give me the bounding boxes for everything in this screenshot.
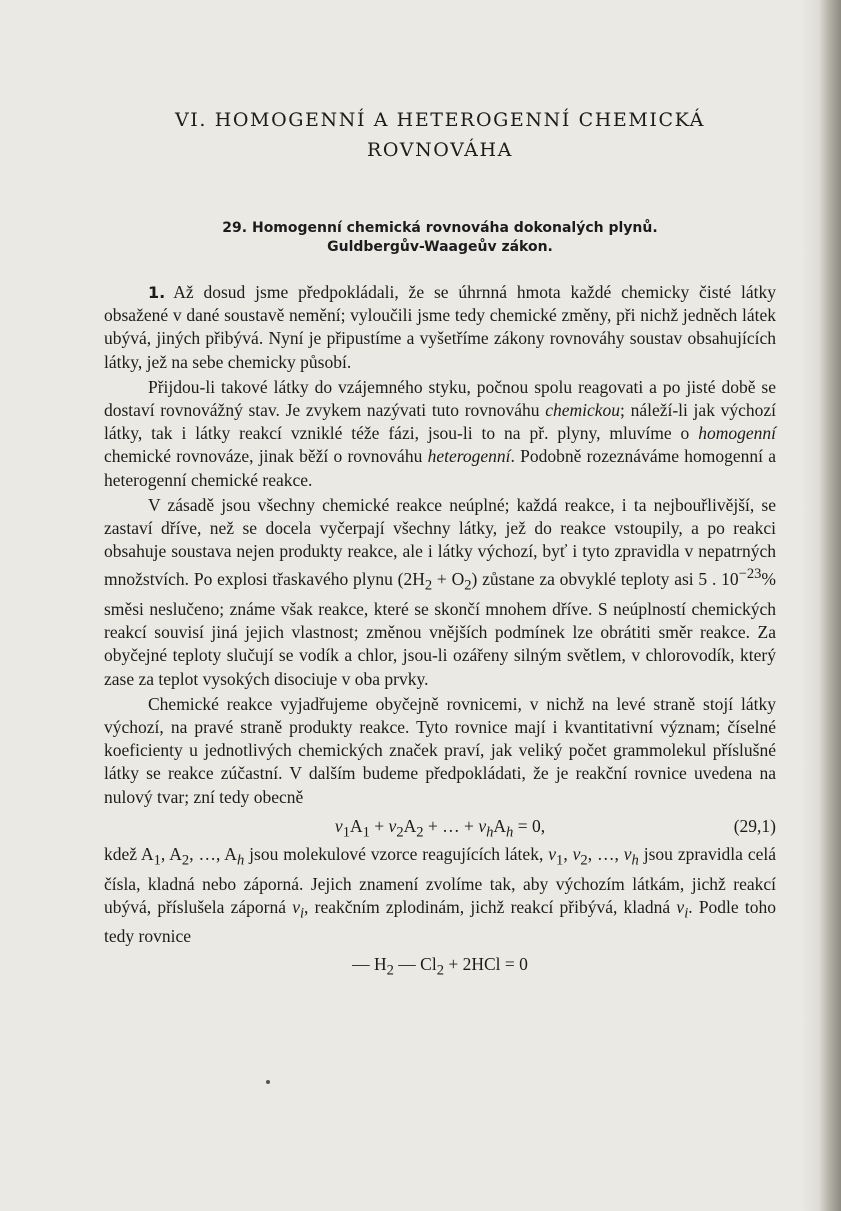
equation-number: (29,1) <box>733 815 776 836</box>
section-title <box>104 219 776 257</box>
term-homogeneous: homogenní <box>698 423 776 444</box>
page-content <box>104 105 776 985</box>
chapter-title-line2: ROVNOVÁHA <box>367 139 513 161</box>
term-heterogeneous: heterogenní <box>427 446 511 467</box>
paragraph-2: Přijdou-li takové látky do vzájemného styku, počnou spolu reagovati a po jisté době se dostaví rovnovážný stav. Je zvykem nazývati tuto rovnováhu chemickou; náleží-li jak výchozí látky, tak i látky reakcí vzniklé téže fázi, jsou-li to na př. plyny, mluvíme o homogenní chemické rovnováze, jinak běží o rovnováhu heterogenní. Podobně rozeznáváme homogenní a heterogenní chemické reakce. <box>104 376 776 490</box>
term-chemical: chemickou <box>545 400 621 421</box>
page-edge-shadow <box>801 0 819 1211</box>
paragraph-4: Chemické reakce vyjadřujeme obyčejně rovnicemi, v nichž na levé straně stojí látky výchozí, na pravé straně produkty reakce. Tyto rovnice mají i kvantitativní význam; číselné koeficienty u jednotlivých chemických značek praví, jak veliký počet grammolekul příslušné látky se reakce zúčastní. V dalším budeme předpokládati, že je reakční rovnice uvedena na nulový tvar; zní tedy obecně <box>104 693 776 807</box>
print-speck <box>266 1080 270 1084</box>
chapter-title <box>104 105 776 165</box>
equation-29-1 <box>104 811 776 841</box>
page-edge <box>819 0 841 1211</box>
paragraph-number: 1. <box>148 283 166 302</box>
section-title-line1: 29. Homogenní chemická rovnováha dokonalých plynů. <box>222 220 658 236</box>
paragraph-5: kdež $A_1$, $A_2$, …, $A_h$ jsou molekulové vzorce reagujících látek, $\nu_1$, $\nu_2$, …, $\nu_h$ jsou zpravidla celá čísla, kladná nebo záporná. Jejich znamení zvolíme tak, aby výchozím látkám, jichž reakcí ubývá, příslušela záporná $\nu_i$, reakčním zplodinám, jichž reakcí přibývá, kladná $\nu_i$. Podle toho tedy rovnice <box>104 843 777 947</box>
paragraph-3: V zásadě jsou všechny chemické reakce neúplné; každá reakce, i ta nejbouřlivější, se zastaví dříve, než se docela vyčerpají všechny látky, jež do reakce vstoupily, a po reakci obsahuje soustava nejen produkty reakce, ale i látky výchozí, byť i tyto zpravidla v nepatrných množstvích. Po explosi třaskavého plynu $(2H_2 + O_2)$ zůstane za obvyklé teploty asi 5 . $10^{-23}\%$ směsi neslučeno; známe však reakce, které se skončí mnohem dříve. S neúplností chemických reakcí souvisí jiná jejich vlastnost; změnou vnějších podmínek lze obrátiti směr reakce. Za obyčejné teploty slučují se vodík a chlor, jsou-li ozářeny silným světlem, v chlorovodík, který zase za teplot vysokých disociuje v oba prvky. <box>104 494 776 689</box>
chapter-title-line1: VI. HOMOGENNÍ A HETEROGENNÍ CHEMICKÁ <box>174 109 705 131</box>
body-text <box>104 281 776 985</box>
section-title-line2: Guldbergův-Waageův zákon. <box>327 239 553 255</box>
equation-hcl: — $H_2$ — $Cl_2 + 2HCl = 0$ <box>352 953 528 979</box>
paragraph-1: 1. Až dosud jsme předpokládali, že se úhrnná hmota každé chemicky čisté látky obsažené v dané soustavě nemění; vyloučili jsme tedy chemické změny, při nichž jedněch látek ubývá, jiných přibývá. Nyní je připustíme a vyšetříme zákony rovnováhy soustav obsahujících látky, jež na sebe chemicky působí. <box>104 282 776 372</box>
equation-body: $\nu_1A_1 + \nu_2A_2$ + … + $\nu_hA_h = 0$, <box>334 815 546 841</box>
